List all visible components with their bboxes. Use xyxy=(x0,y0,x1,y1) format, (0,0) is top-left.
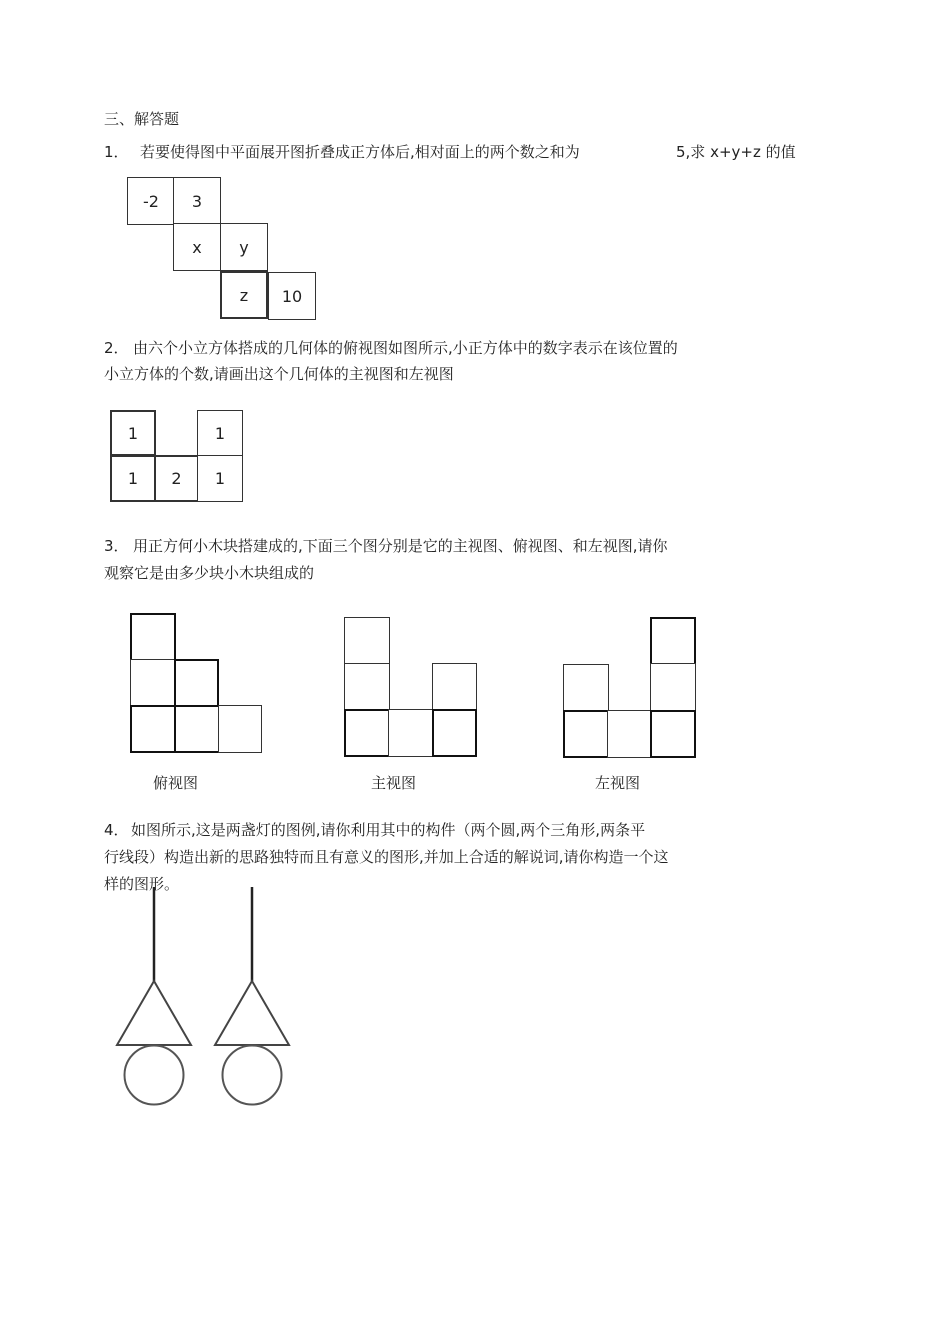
q3-line2: 观察它是由多少块小木块组成的 xyxy=(104,564,315,582)
lamp-left xyxy=(117,887,191,1105)
grid-cell: 1 xyxy=(197,455,243,502)
q1-text-tail: 5,求 x+y+z 的值 xyxy=(676,143,796,161)
net-cell: y xyxy=(220,223,268,271)
q4-number: 4． xyxy=(104,821,129,839)
view-square xyxy=(174,659,219,707)
grid-cell: 2 xyxy=(154,455,199,502)
lamp-circle xyxy=(125,1046,184,1105)
view-square xyxy=(174,705,220,753)
net-cell: 10 xyxy=(268,272,316,320)
grid-cell: 1 xyxy=(110,455,156,502)
caption-top-view: 俯视图 xyxy=(153,774,199,792)
view-square xyxy=(650,710,696,758)
view-square xyxy=(344,617,390,665)
q2-number: 2． xyxy=(104,339,129,357)
q3-number: 3． xyxy=(104,537,129,555)
lamp-triangle xyxy=(215,981,289,1045)
view-square xyxy=(432,709,477,757)
view-square xyxy=(388,709,434,757)
lamp-circle xyxy=(223,1046,282,1105)
view-square xyxy=(650,617,696,665)
q1-text: 若要使得图中平面展开图折叠成正方体后,相对面上的两个数之和为 xyxy=(140,143,580,161)
q4-line1: 如图所示,这是两盏灯的图例,请你利用其中的构件（两个圆,两个三角形,两条平 xyxy=(131,821,646,839)
q4-line2: 行线段）构造出新的思路独特而且有意义的图形,并加上合适的解说词,请你构造一个这 xyxy=(104,848,669,866)
view-square xyxy=(218,705,262,753)
q2-line2: 小立方体的个数,请画出这个几何体的主视图和左视图 xyxy=(104,365,454,383)
view-square xyxy=(563,664,609,712)
q2-line1: 由六个小立方体搭成的几何体的俯视图如图所示,小正方体中的数字表示在该位置的 xyxy=(133,339,678,357)
grid-cell: 1 xyxy=(197,410,243,456)
view-square xyxy=(650,663,696,711)
net-cell: x xyxy=(173,223,221,271)
view-square xyxy=(563,710,609,758)
lamp-triangle xyxy=(117,981,191,1045)
view-square xyxy=(607,710,652,758)
net-cell: z xyxy=(220,271,268,319)
grid-cell: 1 xyxy=(110,410,156,456)
q1-number: 1． xyxy=(104,143,129,161)
view-square xyxy=(130,659,176,707)
view-square xyxy=(130,705,176,753)
net-cell: 3 xyxy=(173,177,221,225)
view-square xyxy=(432,663,477,711)
view-square xyxy=(344,663,390,711)
net-cell: -2 xyxy=(127,177,175,225)
view-square xyxy=(130,613,176,661)
caption-left-view: 左视图 xyxy=(595,774,641,792)
q4-line3: 样的图形。 xyxy=(104,875,180,893)
lamp-right xyxy=(215,887,289,1105)
two-lamps-figure xyxy=(100,885,310,1115)
section-title: 三、解答题 xyxy=(104,110,180,128)
q3-line1: 用正方何小木块搭建成的,下面三个图分别是它的主视图、俯视图、和左视图,请你 xyxy=(133,537,668,555)
caption-front-view: 主视图 xyxy=(371,774,417,792)
view-square xyxy=(344,709,390,757)
